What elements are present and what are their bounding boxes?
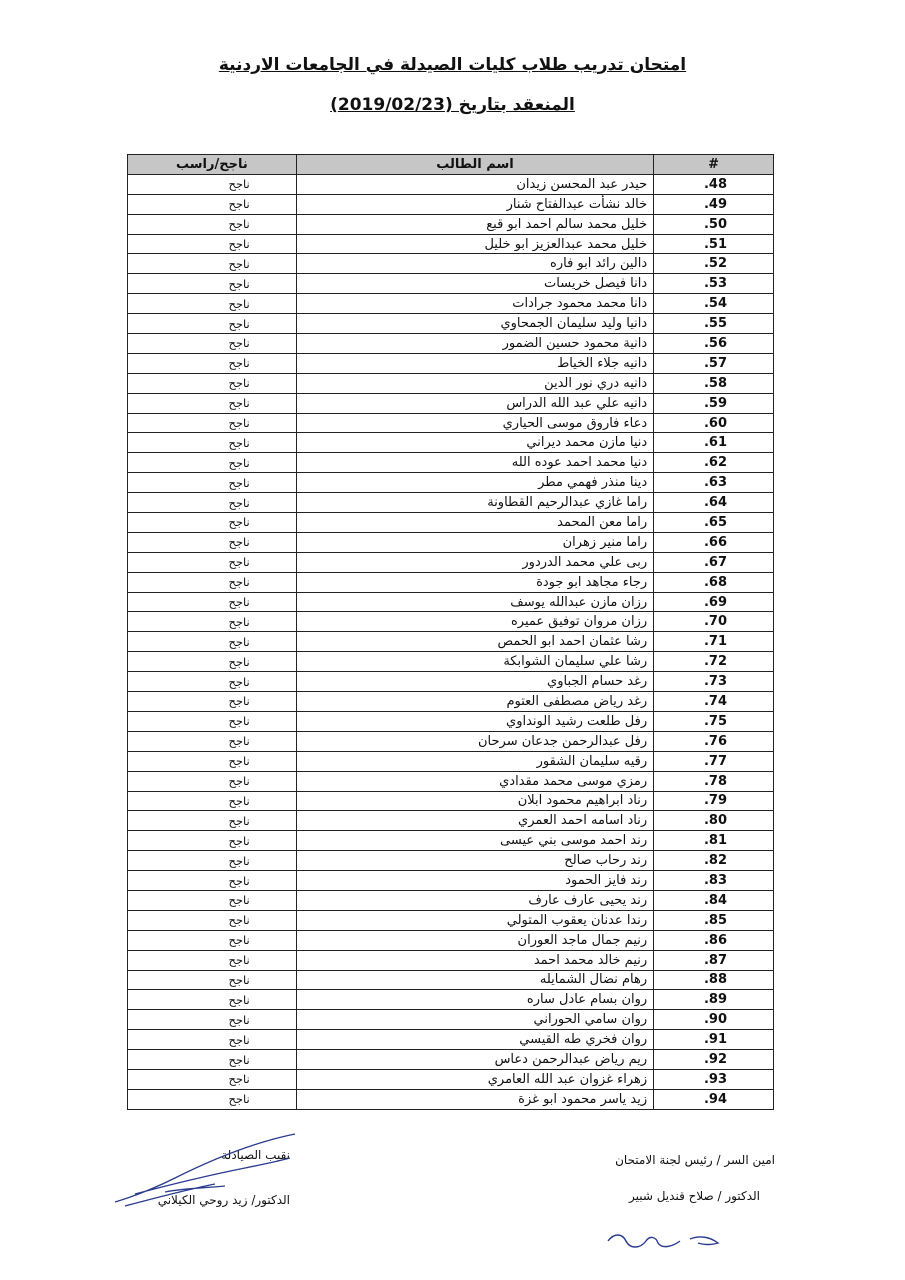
student-name: راما غازي عبدالرحيم القطاونة — [296, 493, 653, 513]
table-row — [128, 791, 774, 811]
result-status: ناجح — [128, 274, 297, 294]
result-status: ناجح — [128, 652, 297, 672]
student-name: راما منير زهران — [296, 532, 653, 552]
table-row — [128, 552, 774, 572]
row-number: 79. — [654, 791, 774, 811]
result-status: ناجح — [128, 552, 297, 572]
result-status: ناجح — [128, 910, 297, 930]
table-row — [128, 393, 774, 413]
result-status: ناجح — [128, 1089, 297, 1109]
table-row — [128, 950, 774, 970]
row-number: 53. — [654, 274, 774, 294]
student-name: دانية محمود حسين الضمور — [296, 334, 653, 354]
student-name: دنيا محمد احمد عوده الله — [296, 453, 653, 473]
handwritten-signature-left — [95, 1128, 305, 1213]
student-name: رندا عدنان يعقوب المتولي — [296, 910, 653, 930]
column-header-number: # — [654, 155, 774, 175]
row-number: 65. — [654, 513, 774, 533]
student-name: رنيم جمال ماجد العوران — [296, 930, 653, 950]
result-status: ناجح — [128, 1030, 297, 1050]
pharmacists-head-title: نقيب الصيادلة — [221, 1148, 290, 1162]
result-status: ناجح — [128, 950, 297, 970]
result-status: ناجح — [128, 334, 297, 354]
student-name: ربى علي محمد الدردور — [296, 552, 653, 572]
student-name: دانيه دري نور الدين — [296, 373, 653, 393]
result-status: ناجح — [128, 791, 297, 811]
student-name: خالد نشأت عبدالفتاح شنار — [296, 194, 653, 214]
result-status: ناجح — [128, 194, 297, 214]
result-status: ناجح — [128, 970, 297, 990]
student-name: ريم رياض عبدالرحمن دعاس — [296, 1050, 653, 1070]
table-row — [128, 234, 774, 254]
table-row — [128, 612, 774, 632]
student-name: رند يحيى عارف عارف — [296, 890, 653, 910]
result-status: ناجح — [128, 1069, 297, 1089]
result-status: ناجح — [128, 234, 297, 254]
table-row — [128, 572, 774, 592]
result-status: ناجح — [128, 751, 297, 771]
result-status: ناجح — [128, 314, 297, 334]
pharmacists-head-name: الدكتور/ زيد روحي الكيلاني — [157, 1193, 290, 1207]
committee-secretary-name: الدكتور / صلاح قنديل شبير — [628, 1189, 760, 1203]
student-name: زيد ياسر محمود ابو غزة — [296, 1089, 653, 1109]
column-header-name: اسم الطالب — [296, 155, 653, 175]
table-row — [128, 1069, 774, 1089]
results-table — [127, 154, 774, 1110]
student-name: رجاء مجاهد ابو جودة — [296, 572, 653, 592]
result-status: ناجح — [128, 851, 297, 871]
table-header-row — [128, 155, 774, 175]
table-row — [128, 493, 774, 513]
table-row — [128, 632, 774, 652]
student-name: رنيم خالد محمد احمد — [296, 950, 653, 970]
result-status: ناجح — [128, 672, 297, 692]
student-name: دانيه علي عبد الله الدراس — [296, 393, 653, 413]
result-status: ناجح — [128, 1050, 297, 1070]
result-status: ناجح — [128, 692, 297, 712]
table-row — [128, 890, 774, 910]
result-status: ناجح — [128, 393, 297, 413]
student-name: رغد حسام الجباوي — [296, 672, 653, 692]
student-name: راما معن المحمد — [296, 513, 653, 533]
table-row — [128, 254, 774, 274]
row-number: 57. — [654, 353, 774, 373]
table-row — [128, 174, 774, 194]
row-number: 67. — [654, 552, 774, 572]
result-status: ناجح — [128, 214, 297, 234]
student-name: رزان مازن عبدالله يوسف — [296, 592, 653, 612]
result-status: ناجح — [128, 811, 297, 831]
student-name: دعاء فاروق موسى الحياري — [296, 413, 653, 433]
student-name: دنيا مازن محمد ديراني — [296, 433, 653, 453]
result-status: ناجح — [128, 612, 297, 632]
row-number: 76. — [654, 731, 774, 751]
table-row — [128, 353, 774, 373]
row-number: 75. — [654, 711, 774, 731]
student-name: رهام نضال الشمايله — [296, 970, 653, 990]
row-number: 59. — [654, 393, 774, 413]
row-number: 49. — [654, 194, 774, 214]
result-status: ناجح — [128, 871, 297, 891]
table-row — [128, 194, 774, 214]
row-number: 87. — [654, 950, 774, 970]
row-number: 56. — [654, 334, 774, 354]
result-status: ناجح — [128, 990, 297, 1010]
table-row — [128, 711, 774, 731]
committee-secretary-title: امين السر / رئيس لجنة الامتحان — [615, 1153, 775, 1167]
student-name: خليل محمد سالم احمد ابو قبع — [296, 214, 653, 234]
row-number: 60. — [654, 413, 774, 433]
row-number: 66. — [654, 532, 774, 552]
student-name: رشا عثمان احمد ابو الحمص — [296, 632, 653, 652]
result-status: ناجح — [128, 433, 297, 453]
table-row — [128, 811, 774, 831]
row-number: 78. — [654, 771, 774, 791]
result-status: ناجح — [128, 353, 297, 373]
row-number: 52. — [654, 254, 774, 274]
table-row — [128, 334, 774, 354]
table-row — [128, 433, 774, 453]
result-status: ناجح — [128, 572, 297, 592]
student-name: روان فخري طه القيسي — [296, 1030, 653, 1050]
student-name: رند احمد موسى بني عيسى — [296, 831, 653, 851]
row-number: 90. — [654, 1010, 774, 1030]
table-row — [128, 831, 774, 851]
table-row — [128, 851, 774, 871]
table-row — [128, 532, 774, 552]
student-name: رقيه سليمان الشقور — [296, 751, 653, 771]
handwritten-signature-right — [600, 1225, 730, 1255]
student-name: رناد اسامه احمد العمري — [296, 811, 653, 831]
student-name: رشا علي سليمان الشوابكة — [296, 652, 653, 672]
student-name: رناد ابراهيم محمود ابلان — [296, 791, 653, 811]
row-number: 89. — [654, 990, 774, 1010]
row-number: 58. — [654, 373, 774, 393]
document-subtitle: المنعقد بتاريخ (2019/02/23) — [330, 95, 575, 115]
table-row — [128, 274, 774, 294]
row-number: 69. — [654, 592, 774, 612]
row-number: 50. — [654, 214, 774, 234]
result-status: ناجح — [128, 532, 297, 552]
row-number: 94. — [654, 1089, 774, 1109]
row-number: 91. — [654, 1030, 774, 1050]
result-status: ناجح — [128, 294, 297, 314]
row-number: 85. — [654, 910, 774, 930]
table-row — [128, 314, 774, 334]
student-name: خليل محمد عبدالعزيز ابو خليل — [296, 234, 653, 254]
table-row — [128, 1050, 774, 1070]
table-row — [128, 652, 774, 672]
column-header-status: ناجح/راسب — [128, 155, 297, 175]
table-row — [128, 672, 774, 692]
result-status: ناجح — [128, 254, 297, 274]
row-number: 70. — [654, 612, 774, 632]
row-number: 62. — [654, 453, 774, 473]
table-row — [128, 970, 774, 990]
table-row — [128, 1010, 774, 1030]
row-number: 72. — [654, 652, 774, 672]
result-status: ناجح — [128, 493, 297, 513]
student-name: رفل عبدالرحمن جدعان سرحان — [296, 731, 653, 751]
table-row — [128, 294, 774, 314]
student-name: دانا محمد محمود جرادات — [296, 294, 653, 314]
table-row — [128, 592, 774, 612]
student-name: دالين رائد ابو فاره — [296, 254, 653, 274]
row-number: 68. — [654, 572, 774, 592]
row-number: 64. — [654, 493, 774, 513]
row-number: 83. — [654, 871, 774, 891]
table-row — [128, 473, 774, 493]
table-row — [128, 214, 774, 234]
result-status: ناجح — [128, 373, 297, 393]
result-status: ناجح — [128, 930, 297, 950]
student-name: رمزي موسى محمد مقدادي — [296, 771, 653, 791]
row-number: 71. — [654, 632, 774, 652]
table-row — [128, 930, 774, 950]
table-body — [128, 174, 774, 1109]
result-status: ناجح — [128, 592, 297, 612]
row-number: 63. — [654, 473, 774, 493]
student-name: زهراء غزوان عبد الله العامري — [296, 1069, 653, 1089]
student-name: حيدر عبد المحسن زيدان — [296, 174, 653, 194]
table-row — [128, 373, 774, 393]
student-name: دينا منذر فهمي مطر — [296, 473, 653, 493]
result-status: ناجح — [128, 453, 297, 473]
row-number: 80. — [654, 811, 774, 831]
row-number: 54. — [654, 294, 774, 314]
row-number: 92. — [654, 1050, 774, 1070]
row-number: 61. — [654, 433, 774, 453]
document-title: امتحان تدريب طلاب كليات الصيدلة في الجامعات الاردنية — [218, 55, 687, 75]
table-row — [128, 513, 774, 533]
table-row — [128, 731, 774, 751]
table-row — [128, 453, 774, 473]
student-name: رزان مروان توفيق عميره — [296, 612, 653, 632]
row-number: 88. — [654, 970, 774, 990]
table-row — [128, 771, 774, 791]
result-status: ناجح — [128, 831, 297, 851]
table-row — [128, 871, 774, 891]
student-name: روان سامي الحوراني — [296, 1010, 653, 1030]
row-number: 73. — [654, 672, 774, 692]
result-status: ناجح — [128, 890, 297, 910]
row-number: 51. — [654, 234, 774, 254]
student-name: رغد رياض مصطفى العتوم — [296, 692, 653, 712]
student-name: دانيا وليد سليمان الجمحاوي — [296, 314, 653, 334]
result-status: ناجح — [128, 174, 297, 194]
result-status: ناجح — [128, 513, 297, 533]
table-row — [128, 413, 774, 433]
row-number: 82. — [654, 851, 774, 871]
row-number: 48. — [654, 174, 774, 194]
result-status: ناجح — [128, 771, 297, 791]
result-status: ناجح — [128, 413, 297, 433]
table-row — [128, 692, 774, 712]
table-row — [128, 751, 774, 771]
row-number: 86. — [654, 930, 774, 950]
row-number: 74. — [654, 692, 774, 712]
table-row — [128, 1030, 774, 1050]
result-status: ناجح — [128, 632, 297, 652]
table-row — [128, 990, 774, 1010]
student-name: دانا فيصل خريسات — [296, 274, 653, 294]
student-name: روان بسام عادل ساره — [296, 990, 653, 1010]
row-number: 81. — [654, 831, 774, 851]
table-row — [128, 910, 774, 930]
result-status: ناجح — [128, 711, 297, 731]
row-number: 55. — [654, 314, 774, 334]
row-number: 84. — [654, 890, 774, 910]
student-name: رند رحاب صالح — [296, 851, 653, 871]
student-name: دانيه جلاء الخياط — [296, 353, 653, 373]
result-status: ناجح — [128, 473, 297, 493]
student-name: رند فايز الحمود — [296, 871, 653, 891]
student-name: رفل طلعت رشيد الونداوي — [296, 711, 653, 731]
result-status: ناجح — [128, 1010, 297, 1030]
row-number: 77. — [654, 751, 774, 771]
table-row — [128, 1089, 774, 1109]
result-status: ناجح — [128, 731, 297, 751]
row-number: 93. — [654, 1069, 774, 1089]
